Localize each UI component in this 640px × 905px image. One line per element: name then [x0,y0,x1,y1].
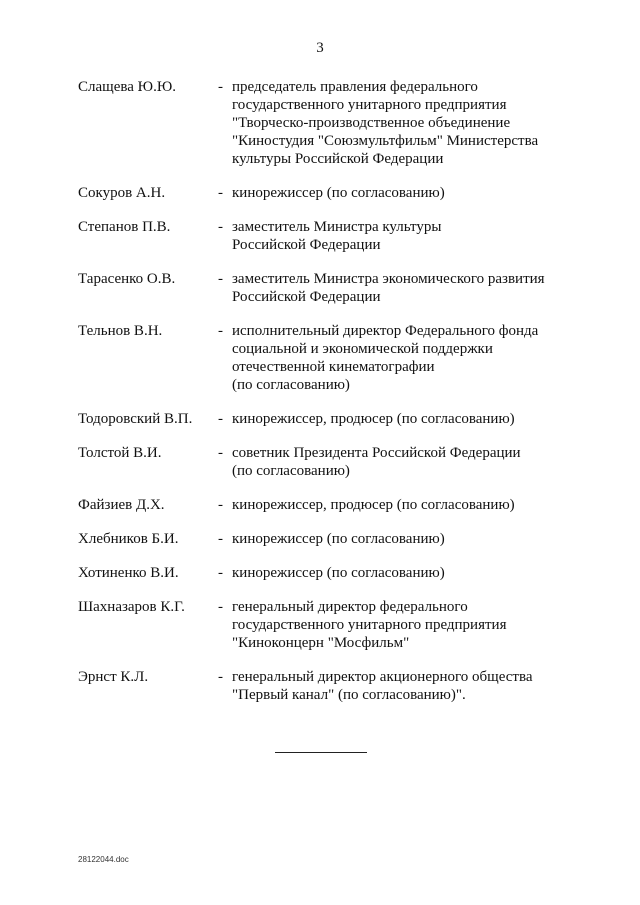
list-item [78,322,578,394]
member-description: генеральный директор акционерного общества "Первый канал" (по согласованию)". [232,669,533,703]
member-description: кинорежиссер (по согласованию) [232,185,445,201]
member-name: Степанов П.В. [78,219,171,235]
dash: - [218,411,223,427]
list-item [78,184,578,202]
member-description: кинорежиссер, продюсер (по согласованию) [232,411,515,427]
member-description: генеральный директор федерального государственного унитарного предприятия "Киноконцерн "Мосфильм" [232,599,507,651]
dash: - [218,599,223,615]
list-item [78,564,578,582]
member-name: Эрнст К.Л. [78,669,149,685]
list-item [78,598,578,652]
member-name: Тельнов В.Н. [78,323,163,339]
member-name: Тарасенко О.В. [78,271,176,287]
list-item [78,530,578,548]
list-item [78,668,578,704]
member-description: кинорежиссер (по согласованию) [232,531,445,547]
list-item [78,218,578,254]
dash: - [218,565,223,581]
page-number: 3 [316,40,324,56]
member-name: Шахназаров К.Г. [78,599,185,615]
member-name: Слащева Ю.Ю. [78,79,176,95]
dash: - [218,323,223,339]
list-item [78,78,578,168]
list-item [78,444,578,480]
dash: - [218,531,223,547]
dash: - [218,669,223,685]
member-name: Файзиев Д.Х. [78,497,165,513]
member-description: кинорежиссер (по согласованию) [232,565,445,581]
member-description: заместитель Министра экономического развития Российской Федерации [232,271,545,305]
member-name: Хлебников Б.И. [78,531,179,547]
member-description: заместитель Министра культуры Российской Федерации [232,219,442,253]
dash: - [218,79,223,95]
member-name: Тодоровский В.П. [78,411,193,427]
list-item [78,270,578,306]
document-filename: 28122044.doc [78,855,129,864]
dash: - [218,185,223,201]
list-item [78,410,578,428]
member-name: Толстой В.И. [78,445,162,461]
member-description: председатель правления федерального государственного унитарного предприятия "Творческо-производственное объединение "Киностудия "Союзмультфильм" Министерства культуры Российской Федерации [232,79,539,167]
list-item [78,496,578,514]
end-separator-line [275,752,367,753]
member-description: кинорежиссер, продюсер (по согласованию) [232,497,515,513]
dash: - [218,271,223,287]
member-list [78,78,578,704]
dash: - [218,497,223,513]
member-description: исполнительный директор Федерального фонда социальной и экономической поддержки отечественной кинематографии (по согласованию) [232,323,539,393]
dash: - [218,219,223,235]
member-name: Хотиненко В.И. [78,565,179,581]
member-name: Сокуров А.Н. [78,185,166,201]
dash: - [218,445,223,461]
member-description: советник Президента Российской Федерации (по согласованию) [232,445,521,479]
